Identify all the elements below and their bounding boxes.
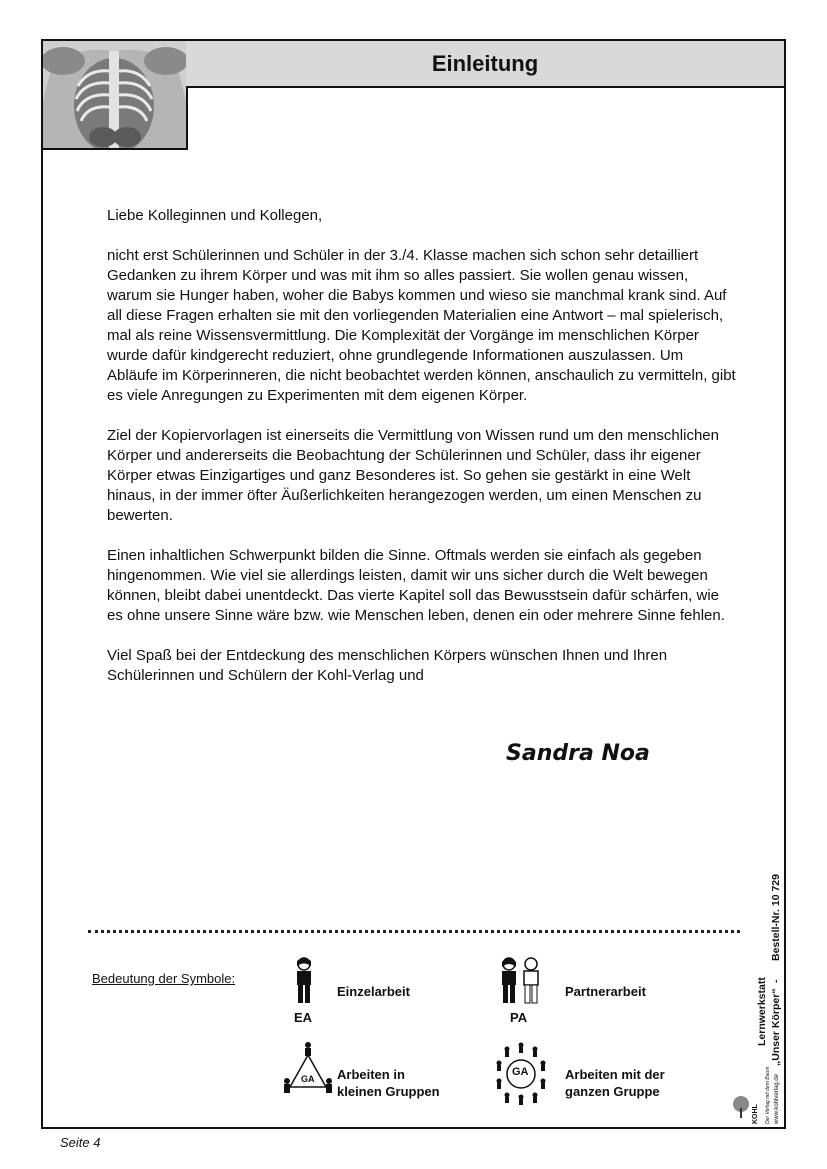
page-frame [41,39,786,1129]
paragraph-4: Viel Spaß bei der Entdeckung des menschlichen Körpers wünschen Ihnen und Ihren Schülerinnen und Schülern der Kohl-Verlag und [107,647,668,684]
letter-body [107,206,737,706]
page-number: Seite 4 [60,1135,101,1150]
ga-small-label: GA [301,1074,315,1084]
ga-small-line1: Arbeiten in [337,1067,405,1082]
order-number [770,874,782,961]
paragraph-1: nicht erst Schülerinnen und Schüler in der 3./4. Klasse machen sich schon sehr detailliert Gedanken zu ihrem Körper und was mit ihm so alles passiert. Sie wollen genau wissen, warum sie Hunger haben, woher die Babys kommen und wieso sie manchmal krank sind. Auf all diese Fragen erhalten sie mit den vorliegenden Materialien eine Antwort – mal spielerisch, mal als reine Wissensvermittlung. Die Komplexität der Vorgänge im menschlichen Körper wurde dafür kindgerecht reduziert, ohne grundlegende Informationen auszulassen. Um Abläufe im Körperinneren, die nicht beobachtet werden können, anschaulich zu vermitteln, gibt es viele Anregungen zu Experimenten mit dem eigenen Körper. [107,247,736,404]
ga-whole-line2: ganzen Gruppe [565,1084,660,1099]
product-name: Lernwerkstatt [756,977,768,1046]
anatomy-image [43,41,188,150]
publisher-url: www.kohlverlag.de [774,1073,780,1124]
salutation: Liebe Kolleginnen und Kollegen, [107,207,323,224]
single-person-icon [293,957,315,1007]
ga-whole-line1: Arbeiten mit der [565,1067,665,1082]
ga-small-description [337,1066,440,1100]
ga-whole-description [565,1066,665,1100]
order-text: Bestell-Nr. 10 729 [770,874,782,961]
ga-whole-label: GA [512,1066,529,1078]
pa-description [565,983,646,1000]
publisher-brand: KOHL [752,1104,759,1124]
title-bar [186,41,784,88]
tree-logo-icon [731,1096,751,1118]
page-title: Einleitung [431,50,539,76]
pa-line1: Partnerarbeit [565,984,646,999]
legend-label-text: Bedeutung der Symbole [92,971,232,986]
legend-label [92,971,235,986]
ga-small-line2: kleinen Gruppen [337,1084,440,1099]
product-subtitle: „Unser Körper“ [770,988,782,1066]
partner-icon [498,957,542,1007]
paragraph-2: Ziel der Kopiervorlagen ist einerseits die Vermittlung von Wissen rund um den menschlichen Körper und andererseits die Beobachtung der Schülerinnen und Schüler, dass ihr eigener Körper etwas Einzigartiges und ganz Besonderes ist. So gehen sie gestärkt in eine Welt hinaus, in der immer öfter Äußerlichkeiten herangezogen werden, um einen Menschen zu bewerten. [107,427,719,524]
ea-line1: Einzelarbeit [337,984,410,999]
legend-label-colon: : [231,971,236,986]
dotted-divider [88,930,740,933]
publisher-tagline: Der Verlag mit dem Baum [765,1066,771,1124]
ea-label: EA [294,1010,313,1025]
small-group-triangle-icon [283,1041,333,1099]
ea-description [337,983,410,1000]
pa-label: PA [510,1010,528,1025]
signature: Sandra Noa [506,741,650,766]
paragraph-3: Einen inhaltlichen Schwerpunkt bilden die Sinne. Oftmals werden sie einfach als gegeben hingenommen. Wie viel sie allerdings leisten, damit wir uns sicher durch die Welt bewegen können, bleibt dabei unentdeckt. Das vierte Kapitel soll das Bewusstsein dafür schärfen, wie es ohne unsere Sinne wäre bzw. wie Menschen leben, denen ein oder mehrere Sinne fehlen. [107,547,725,624]
separator-dash: - [770,979,782,983]
